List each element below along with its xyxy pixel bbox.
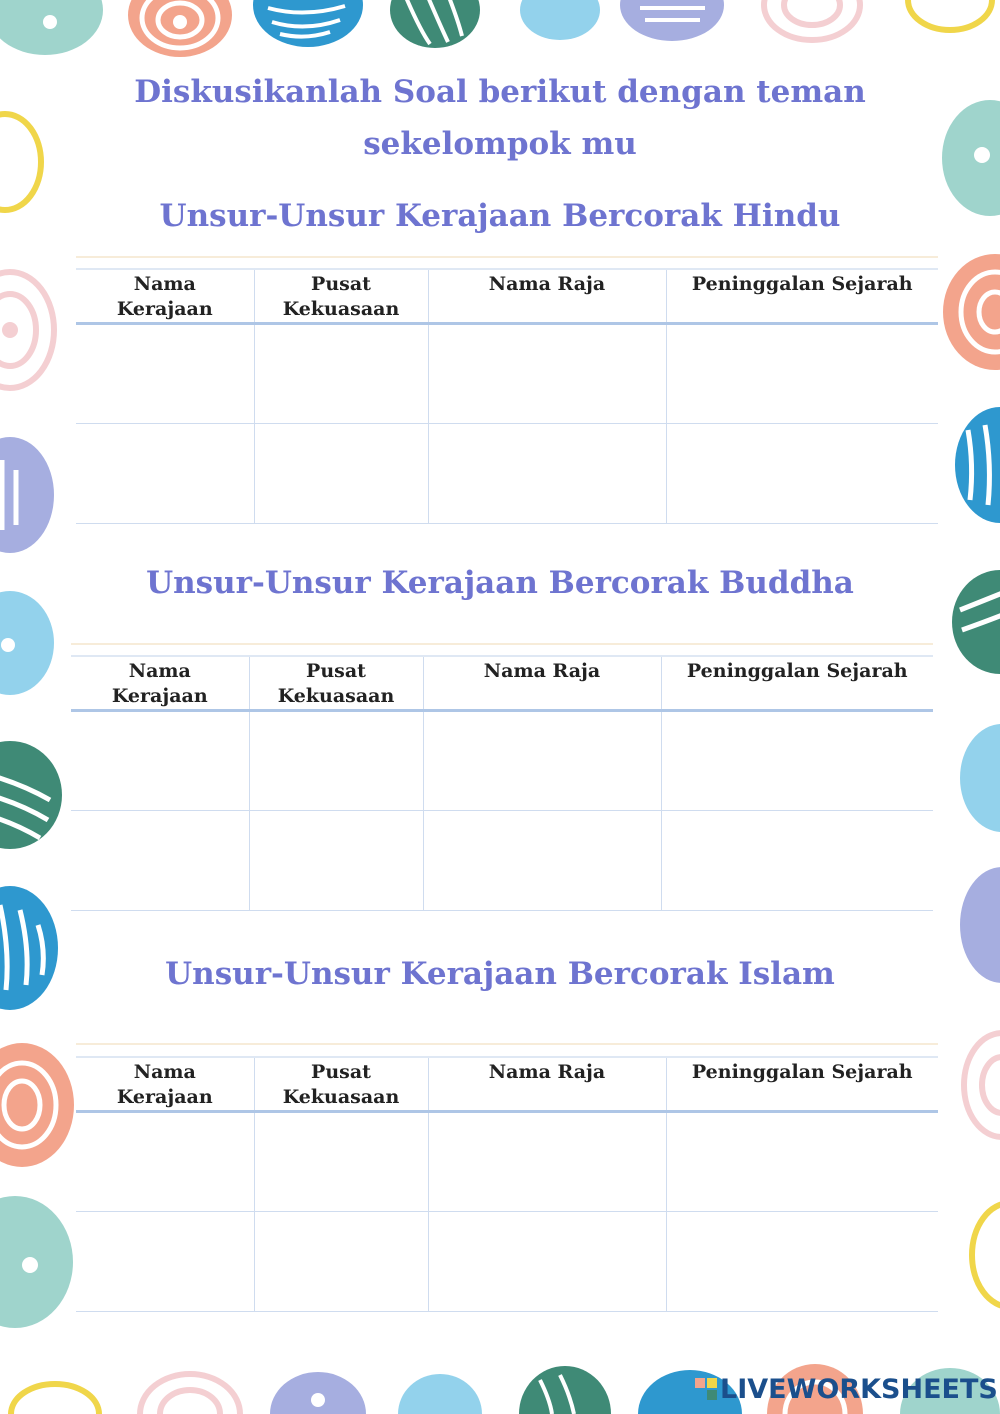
top-lightblue-pebble-icon xyxy=(520,0,600,40)
answer-cell[interactable] xyxy=(666,424,938,524)
left-lightblue-pebble-icon xyxy=(0,591,54,695)
answer-cell[interactable] xyxy=(254,324,428,424)
header-nama-kerajaan: Nama Kerajaan xyxy=(71,656,249,711)
answer-cell[interactable] xyxy=(666,1212,938,1312)
top-yellow-ring-icon xyxy=(908,0,992,30)
answer-cell[interactable] xyxy=(76,1112,254,1212)
left-pink-swirl-icon xyxy=(0,272,54,388)
answer-cell[interactable] xyxy=(428,1112,666,1212)
right-yellow-ring-icon xyxy=(972,1203,1000,1307)
top-teal-pebble-icon xyxy=(0,0,103,55)
top-blue-striped-pebble-icon xyxy=(253,0,363,47)
header-nama-kerajaan: Nama Kerajaan xyxy=(76,269,254,324)
table-top-rule xyxy=(71,643,933,645)
table-header-row xyxy=(76,269,938,324)
section-title-hindu: Unsur-Unsur Kerajaan Bercorak Hindu xyxy=(159,198,841,234)
liveworksheets-logo-icon xyxy=(694,1377,718,1401)
instruction-heading: Diskusikanlah Soal berikut dengan teman sekelompok mu xyxy=(134,74,866,162)
header-peninggalan-sejarah: Peninggalan Sejarah xyxy=(661,656,933,711)
answer-cell[interactable] xyxy=(71,711,249,811)
header-pusat-kekuasaan: Pusat Kekuasaan xyxy=(254,269,428,324)
table-row xyxy=(76,424,938,524)
answer-cell[interactable] xyxy=(76,424,254,524)
table-islam xyxy=(76,1056,938,1312)
answer-cell[interactable] xyxy=(428,1212,666,1312)
left-green-striped-pebble-icon xyxy=(0,741,62,849)
bottom-yellow-ring-icon xyxy=(11,1384,99,1414)
left-teal-pebble-icon xyxy=(0,1196,73,1328)
answer-cell[interactable] xyxy=(249,711,423,811)
answer-cell[interactable] xyxy=(661,811,933,911)
answer-cell[interactable] xyxy=(666,1112,938,1212)
answer-cell[interactable] xyxy=(71,811,249,911)
answer-cell[interactable] xyxy=(76,324,254,424)
answer-cell[interactable] xyxy=(428,424,666,524)
bottom-lightblue-pebble-icon xyxy=(398,1374,482,1414)
top-lavender-pebble-icon xyxy=(620,0,724,41)
table-hindu xyxy=(76,268,938,524)
right-pink-swirl-icon xyxy=(964,1033,1000,1137)
header-pusat-kekuasaan: Pusat Kekuasaan xyxy=(254,1057,428,1112)
brand-text: LIVEWORKSHEETS xyxy=(720,1373,998,1405)
table-header-row xyxy=(71,656,933,711)
answer-cell[interactable] xyxy=(666,324,938,424)
answer-cell[interactable] xyxy=(428,324,666,424)
bottom-lavender-pebble-icon xyxy=(270,1372,366,1414)
right-lightblue-pebble-icon xyxy=(960,724,1000,832)
answer-cell[interactable] xyxy=(254,424,428,524)
answer-cell[interactable] xyxy=(249,811,423,911)
top-pink-swirl-icon xyxy=(764,0,860,40)
answer-cell[interactable] xyxy=(423,811,661,911)
table-row xyxy=(76,1112,938,1212)
bottom-pink-swirl-icon xyxy=(140,1374,240,1414)
left-coral-swirl-icon xyxy=(0,1043,74,1167)
section-title-buddha: Unsur-Unsur Kerajaan Bercorak Buddha xyxy=(146,565,854,601)
answer-cell[interactable] xyxy=(423,711,661,811)
table-row xyxy=(76,324,938,424)
bottom-green-striped-pebble-icon xyxy=(519,1366,611,1414)
answer-cell[interactable] xyxy=(254,1112,428,1212)
table-header-row xyxy=(76,1057,938,1112)
table-buddha xyxy=(71,655,933,911)
right-blue-striped-pebble-icon xyxy=(955,407,1000,523)
table-top-rule xyxy=(76,256,938,258)
header-peninggalan-sejarah: Peninggalan Sejarah xyxy=(666,269,938,324)
answer-cell[interactable] xyxy=(661,711,933,811)
answer-cell[interactable] xyxy=(254,1212,428,1312)
header-nama-raja: Nama Raja xyxy=(428,1057,666,1112)
answer-cell[interactable] xyxy=(76,1212,254,1312)
table-top-rule xyxy=(76,1043,938,1045)
table-row xyxy=(71,711,933,811)
table-row xyxy=(76,1212,938,1312)
liveworksheets-brand[interactable] xyxy=(694,1372,998,1406)
top-coral-swirl-icon xyxy=(128,0,232,57)
right-coral-swirl-icon xyxy=(943,254,1000,370)
top-green-striped-pebble-icon xyxy=(390,0,480,48)
header-nama-raja: Nama Raja xyxy=(423,656,661,711)
header-nama-raja: Nama Raja xyxy=(428,269,666,324)
section-title-islam: Unsur-Unsur Kerajaan Bercorak Islam xyxy=(165,956,835,992)
header-nama-kerajaan: Nama Kerajaan xyxy=(76,1057,254,1112)
header-pusat-kekuasaan: Pusat Kekuasaan xyxy=(249,656,423,711)
header-peninggalan-sejarah: Peninggalan Sejarah xyxy=(666,1057,938,1112)
table-row xyxy=(71,811,933,911)
left-lavender-striped-pebble-icon xyxy=(0,437,54,553)
